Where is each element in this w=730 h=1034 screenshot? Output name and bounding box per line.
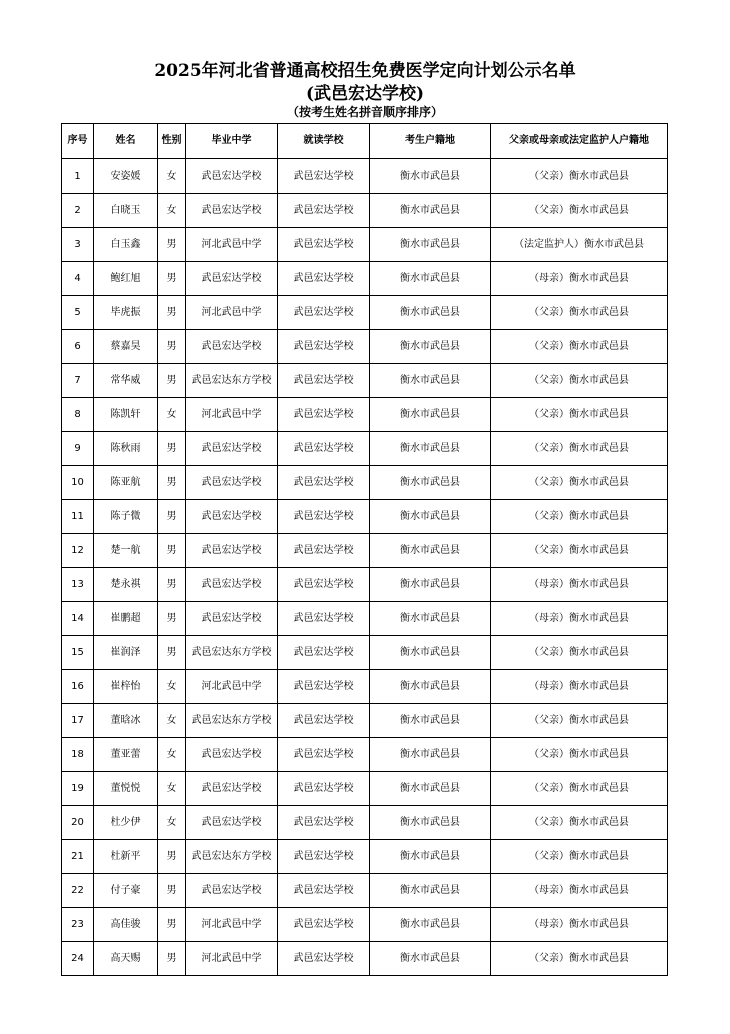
cell-name: 陈亚航 xyxy=(94,466,158,500)
cell-name: 高天赐 xyxy=(94,942,158,976)
cell-index: 7 xyxy=(62,364,94,398)
cell-current-school: 武邑宏达学校 xyxy=(278,840,370,874)
cell-current-school: 武邑宏达学校 xyxy=(278,670,370,704)
cell-gender: 女 xyxy=(158,194,186,228)
cell-current-school: 武邑宏达学校 xyxy=(278,772,370,806)
cell-guardian-domicile: （父亲）衡水市武邑县 xyxy=(491,330,668,364)
cell-index: 15 xyxy=(62,636,94,670)
cell-current-school: 武邑宏达学校 xyxy=(278,738,370,772)
cell-gender: 女 xyxy=(158,398,186,432)
cell-gender: 男 xyxy=(158,636,186,670)
cell-gender: 男 xyxy=(158,432,186,466)
cell-name: 楚一航 xyxy=(94,534,158,568)
cell-name: 董亚蕾 xyxy=(94,738,158,772)
cell-index: 9 xyxy=(62,432,94,466)
cell-graduation-school: 河北武邑中学 xyxy=(186,398,278,432)
cell-current-school: 武邑宏达学校 xyxy=(278,500,370,534)
cell-index: 8 xyxy=(62,398,94,432)
cell-student-domicile: 衡水市武邑县 xyxy=(370,364,491,398)
cell-index: 17 xyxy=(62,704,94,738)
cell-index: 13 xyxy=(62,568,94,602)
cell-student-domicile: 衡水市武邑县 xyxy=(370,500,491,534)
table-row xyxy=(62,636,668,670)
cell-graduation-school: 武邑宏达学校 xyxy=(186,432,278,466)
cell-guardian-domicile: （父亲）衡水市武邑县 xyxy=(491,806,668,840)
table-body xyxy=(62,159,668,976)
cell-guardian-domicile: （母亲）衡水市武邑县 xyxy=(491,670,668,704)
cell-student-domicile: 衡水市武邑县 xyxy=(370,874,491,908)
cell-graduation-school: 武邑宏达学校 xyxy=(186,194,278,228)
cell-guardian-domicile: （父亲）衡水市武邑县 xyxy=(491,296,668,330)
cell-name: 常华威 xyxy=(94,364,158,398)
cell-current-school: 武邑宏达学校 xyxy=(278,262,370,296)
cell-student-domicile: 衡水市武邑县 xyxy=(370,908,491,942)
table-row xyxy=(62,159,668,194)
cell-current-school: 武邑宏达学校 xyxy=(278,296,370,330)
cell-index: 5 xyxy=(62,296,94,330)
cell-graduation-school: 武邑宏达东方学校 xyxy=(186,364,278,398)
cell-graduation-school: 武邑宏达东方学校 xyxy=(186,636,278,670)
cell-graduation-school: 武邑宏达学校 xyxy=(186,500,278,534)
cell-index: 22 xyxy=(62,874,94,908)
cell-guardian-domicile: （母亲）衡水市武邑县 xyxy=(491,908,668,942)
cell-gender: 女 xyxy=(158,772,186,806)
cell-graduation-school: 武邑宏达学校 xyxy=(186,262,278,296)
cell-gender: 女 xyxy=(158,738,186,772)
table-row xyxy=(62,840,668,874)
cell-guardian-domicile: （父亲）衡水市武邑县 xyxy=(491,738,668,772)
cell-student-domicile: 衡水市武邑县 xyxy=(370,534,491,568)
cell-current-school: 武邑宏达学校 xyxy=(278,568,370,602)
table-row xyxy=(62,602,668,636)
cell-index: 1 xyxy=(62,159,94,194)
cell-name: 崔鹏超 xyxy=(94,602,158,636)
cell-current-school: 武邑宏达学校 xyxy=(278,194,370,228)
cell-current-school: 武邑宏达学校 xyxy=(278,874,370,908)
sort-note: （按考生姓名拼音顺序排序） xyxy=(286,105,443,119)
cell-gender: 男 xyxy=(158,534,186,568)
cell-current-school: 武邑宏达学校 xyxy=(278,466,370,500)
table-row xyxy=(62,228,668,262)
cell-index: 19 xyxy=(62,772,94,806)
cell-graduation-school: 河北武邑中学 xyxy=(186,670,278,704)
document-subtitle: (武邑宏达学校) xyxy=(305,84,425,104)
cell-student-domicile: 衡水市武邑县 xyxy=(370,840,491,874)
table-row xyxy=(62,364,668,398)
table-row xyxy=(62,908,668,942)
table-row xyxy=(62,432,668,466)
cell-current-school: 武邑宏达学校 xyxy=(278,636,370,670)
cell-graduation-school: 武邑宏达学校 xyxy=(186,874,278,908)
table-row xyxy=(62,262,668,296)
cell-guardian-domicile: （父亲）衡水市武邑县 xyxy=(491,840,668,874)
cell-graduation-school: 河北武邑中学 xyxy=(186,296,278,330)
header-col-guardian-domicile: 父亲或母亲或法定监护人户籍地 xyxy=(491,124,668,159)
cell-student-domicile: 衡水市武邑县 xyxy=(370,159,491,194)
cell-graduation-school: 武邑宏达学校 xyxy=(186,466,278,500)
cell-gender: 男 xyxy=(158,942,186,976)
cell-guardian-domicile: （父亲）衡水市武邑县 xyxy=(491,704,668,738)
table-row xyxy=(62,330,668,364)
cell-name: 白玉鑫 xyxy=(94,228,158,262)
cell-graduation-school: 河北武邑中学 xyxy=(186,228,278,262)
cell-guardian-domicile: （父亲）衡水市武邑县 xyxy=(491,942,668,976)
cell-name: 高佳骏 xyxy=(94,908,158,942)
table-row xyxy=(62,704,668,738)
cell-index: 6 xyxy=(62,330,94,364)
cell-gender: 女 xyxy=(158,159,186,194)
cell-gender: 男 xyxy=(158,568,186,602)
table-row xyxy=(62,194,668,228)
table-row xyxy=(62,568,668,602)
cell-gender: 男 xyxy=(158,262,186,296)
cell-student-domicile: 衡水市武邑县 xyxy=(370,568,491,602)
cell-index: 10 xyxy=(62,466,94,500)
table-row xyxy=(62,296,668,330)
cell-current-school: 武邑宏达学校 xyxy=(278,159,370,194)
cell-current-school: 武邑宏达学校 xyxy=(278,602,370,636)
header-col-name: 姓名 xyxy=(94,124,158,159)
table-row xyxy=(62,942,668,976)
cell-guardian-domicile: （母亲）衡水市武邑县 xyxy=(491,568,668,602)
cell-name: 陈子微 xyxy=(94,500,158,534)
cell-graduation-school: 武邑宏达东方学校 xyxy=(186,704,278,738)
table-row xyxy=(62,466,668,500)
cell-name: 楚永祺 xyxy=(94,568,158,602)
cell-gender: 女 xyxy=(158,670,186,704)
cell-index: 2 xyxy=(62,194,94,228)
cell-student-domicile: 衡水市武邑县 xyxy=(370,942,491,976)
cell-name: 陈凯轩 xyxy=(94,398,158,432)
cell-gender: 女 xyxy=(158,704,186,738)
cell-student-domicile: 衡水市武邑县 xyxy=(370,738,491,772)
cell-student-domicile: 衡水市武邑县 xyxy=(370,602,491,636)
cell-name: 蔡嘉昊 xyxy=(94,330,158,364)
header-col-graduation-school: 毕业中学 xyxy=(186,124,278,159)
cell-index: 11 xyxy=(62,500,94,534)
table-row xyxy=(62,500,668,534)
table-row xyxy=(62,398,668,432)
cell-current-school: 武邑宏达学校 xyxy=(278,228,370,262)
cell-name: 杜新平 xyxy=(94,840,158,874)
cell-guardian-domicile: （父亲）衡水市武邑县 xyxy=(491,772,668,806)
header-col-student-domicile: 考生户籍地 xyxy=(370,124,491,159)
cell-current-school: 武邑宏达学校 xyxy=(278,432,370,466)
cell-guardian-domicile: （父亲）衡水市武邑县 xyxy=(491,398,668,432)
cell-gender: 男 xyxy=(158,874,186,908)
cell-index: 21 xyxy=(62,840,94,874)
cell-guardian-domicile: （父亲）衡水市武邑县 xyxy=(491,364,668,398)
cell-index: 16 xyxy=(62,670,94,704)
cell-gender: 男 xyxy=(158,228,186,262)
cell-index: 12 xyxy=(62,534,94,568)
cell-gender: 女 xyxy=(158,806,186,840)
cell-name: 董晗冰 xyxy=(94,704,158,738)
cell-name: 崔梓怡 xyxy=(94,670,158,704)
table-row xyxy=(62,670,668,704)
document-title: 2025年河北省普通高校招生免费医学定向计划公示名单 xyxy=(154,61,576,81)
cell-guardian-domicile: （法定监护人）衡水市武邑县 xyxy=(491,228,668,262)
cell-student-domicile: 衡水市武邑县 xyxy=(370,330,491,364)
cell-index: 4 xyxy=(62,262,94,296)
cell-guardian-domicile: （母亲）衡水市武邑县 xyxy=(491,262,668,296)
cell-student-domicile: 衡水市武邑县 xyxy=(370,228,491,262)
cell-guardian-domicile: （父亲）衡水市武邑县 xyxy=(491,636,668,670)
table-header-row xyxy=(62,124,668,159)
cell-name: 毕虎振 xyxy=(94,296,158,330)
cell-guardian-domicile: （父亲）衡水市武邑县 xyxy=(491,194,668,228)
cell-student-domicile: 衡水市武邑县 xyxy=(370,806,491,840)
cell-graduation-school: 武邑宏达学校 xyxy=(186,159,278,194)
cell-student-domicile: 衡水市武邑县 xyxy=(370,704,491,738)
cell-index: 23 xyxy=(62,908,94,942)
cell-name: 杜少伊 xyxy=(94,806,158,840)
cell-index: 24 xyxy=(62,942,94,976)
cell-graduation-school: 武邑宏达学校 xyxy=(186,534,278,568)
cell-index: 3 xyxy=(62,228,94,262)
cell-student-domicile: 衡水市武邑县 xyxy=(370,398,491,432)
header-col-gender: 性别 xyxy=(158,124,186,159)
cell-gender: 男 xyxy=(158,500,186,534)
cell-name: 鲍红旭 xyxy=(94,262,158,296)
table-row xyxy=(62,772,668,806)
roster-table xyxy=(61,123,668,976)
cell-guardian-domicile: （母亲）衡水市武邑县 xyxy=(491,602,668,636)
cell-student-domicile: 衡水市武邑县 xyxy=(370,670,491,704)
cell-graduation-school: 河北武邑中学 xyxy=(186,908,278,942)
cell-graduation-school: 武邑宏达学校 xyxy=(186,568,278,602)
cell-index: 14 xyxy=(62,602,94,636)
cell-name: 陈秋雨 xyxy=(94,432,158,466)
cell-student-domicile: 衡水市武邑县 xyxy=(370,432,491,466)
cell-current-school: 武邑宏达学校 xyxy=(278,806,370,840)
table-row xyxy=(62,874,668,908)
cell-student-domicile: 衡水市武邑县 xyxy=(370,194,491,228)
cell-guardian-domicile: （父亲）衡水市武邑县 xyxy=(491,500,668,534)
cell-current-school: 武邑宏达学校 xyxy=(278,704,370,738)
cell-current-school: 武邑宏达学校 xyxy=(278,364,370,398)
cell-graduation-school: 武邑宏达学校 xyxy=(186,330,278,364)
cell-graduation-school: 武邑宏达学校 xyxy=(186,772,278,806)
cell-name: 白晓玉 xyxy=(94,194,158,228)
cell-guardian-domicile: （父亲）衡水市武邑县 xyxy=(491,159,668,194)
table-row xyxy=(62,738,668,772)
cell-current-school: 武邑宏达学校 xyxy=(278,942,370,976)
cell-guardian-domicile: （父亲）衡水市武邑县 xyxy=(491,534,668,568)
cell-guardian-domicile: （母亲）衡水市武邑县 xyxy=(491,874,668,908)
table-row xyxy=(62,534,668,568)
header-col-index: 序号 xyxy=(62,124,94,159)
cell-student-domicile: 衡水市武邑县 xyxy=(370,262,491,296)
cell-name: 董悦悦 xyxy=(94,772,158,806)
cell-gender: 男 xyxy=(158,296,186,330)
cell-gender: 男 xyxy=(158,330,186,364)
cell-gender: 男 xyxy=(158,908,186,942)
cell-student-domicile: 衡水市武邑县 xyxy=(370,772,491,806)
cell-current-school: 武邑宏达学校 xyxy=(278,908,370,942)
cell-graduation-school: 武邑宏达学校 xyxy=(186,602,278,636)
table-row xyxy=(62,806,668,840)
cell-gender: 男 xyxy=(158,364,186,398)
cell-graduation-school: 武邑宏达学校 xyxy=(186,738,278,772)
cell-gender: 男 xyxy=(158,466,186,500)
cell-index: 20 xyxy=(62,806,94,840)
cell-current-school: 武邑宏达学校 xyxy=(278,398,370,432)
cell-graduation-school: 河北武邑中学 xyxy=(186,942,278,976)
cell-guardian-domicile: （父亲）衡水市武邑县 xyxy=(491,432,668,466)
cell-current-school: 武邑宏达学校 xyxy=(278,534,370,568)
cell-graduation-school: 武邑宏达学校 xyxy=(186,806,278,840)
cell-name: 付子豪 xyxy=(94,874,158,908)
cell-index: 18 xyxy=(62,738,94,772)
cell-name: 安姿媛 xyxy=(94,159,158,194)
cell-student-domicile: 衡水市武邑县 xyxy=(370,636,491,670)
cell-student-domicile: 衡水市武邑县 xyxy=(370,466,491,500)
cell-gender: 男 xyxy=(158,602,186,636)
cell-student-domicile: 衡水市武邑县 xyxy=(370,296,491,330)
cell-gender: 男 xyxy=(158,840,186,874)
header-col-current-school: 就读学校 xyxy=(278,124,370,159)
cell-guardian-domicile: （父亲）衡水市武邑县 xyxy=(491,466,668,500)
cell-graduation-school: 武邑宏达东方学校 xyxy=(186,840,278,874)
cell-name: 崔润泽 xyxy=(94,636,158,670)
cell-current-school: 武邑宏达学校 xyxy=(278,330,370,364)
